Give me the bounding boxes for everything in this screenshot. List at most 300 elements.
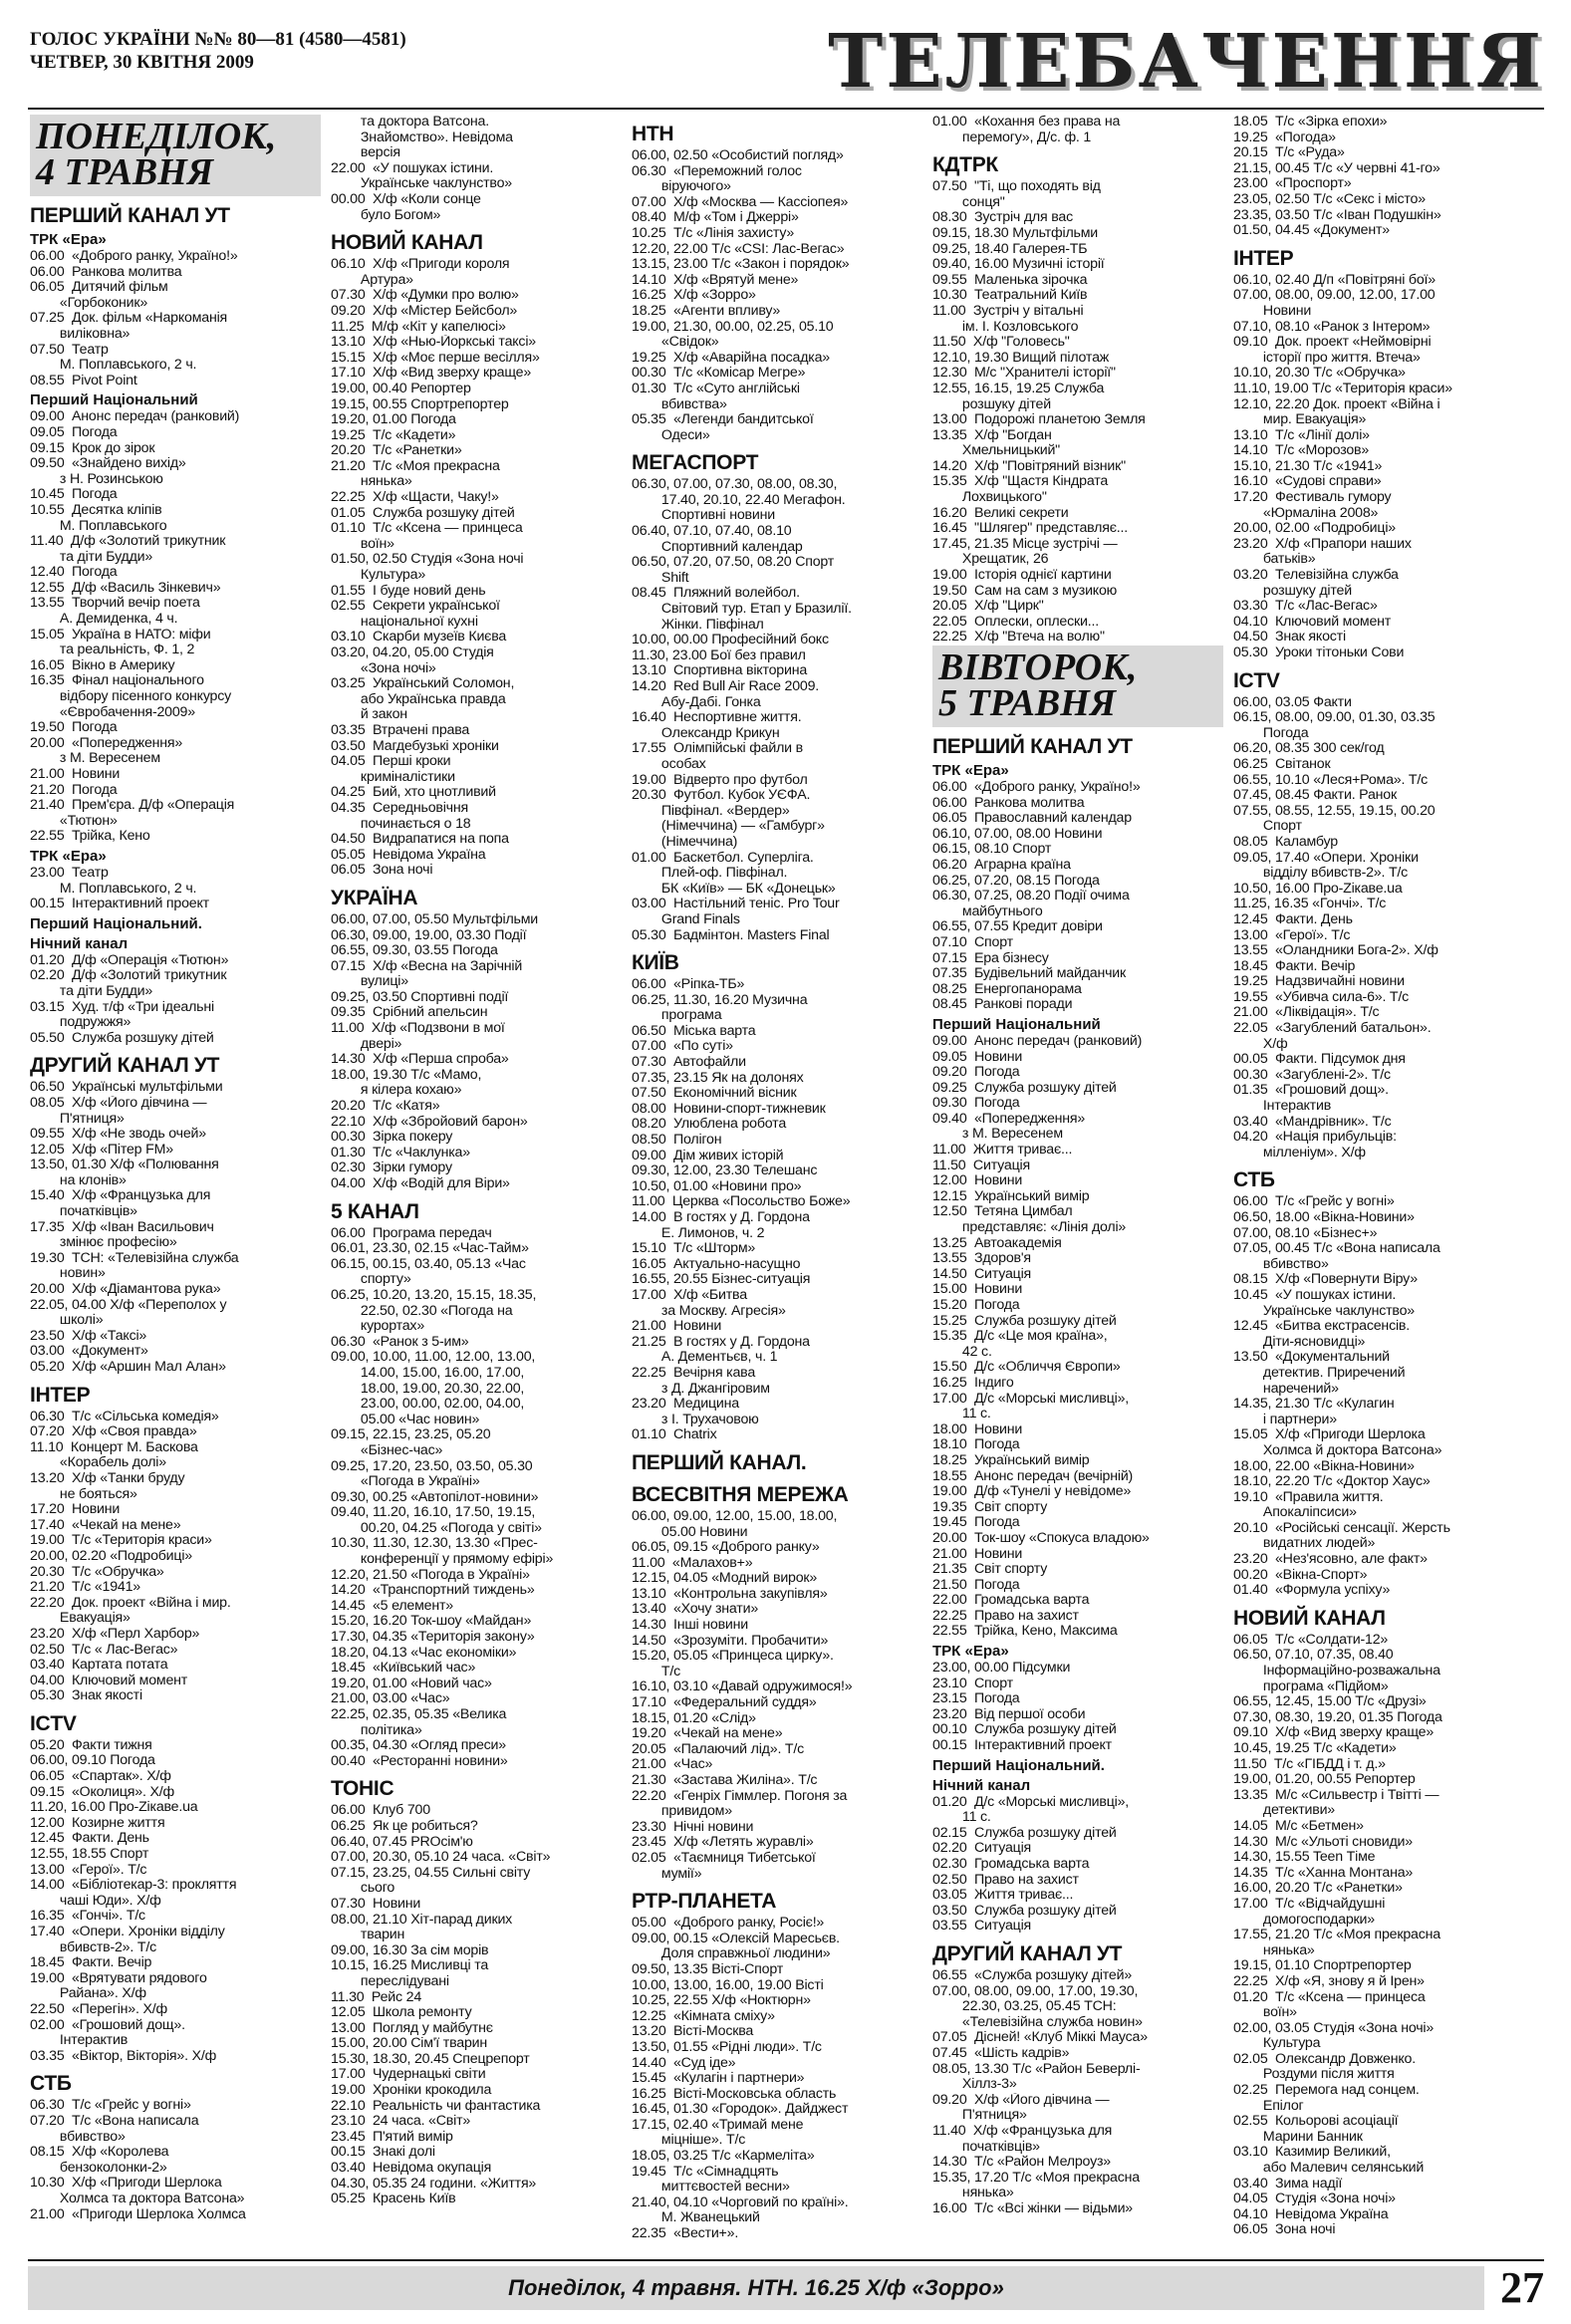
- listing-line: 14.00 «Бібліотекар-3: прокляття: [30, 1878, 237, 1894]
- listing-line: 10.30 Театральний Київ: [932, 288, 1088, 304]
- listing-line: 13.00 Подорожі планетою Земля: [932, 412, 1146, 428]
- listing-line: домогосподарки»: [1233, 1912, 1375, 1928]
- listing-line: Хрещатик, 26: [932, 552, 1049, 568]
- listing-line: 02.20 Д/ф «Золотий трикутник: [30, 968, 227, 984]
- channel-name: СТБ: [30, 2072, 72, 2096]
- listing-line: «Юрмаліна 2008»: [1233, 505, 1379, 521]
- listing-line: 01.20 Т/с «Ксена — принцеса: [1233, 1989, 1426, 2005]
- listing-line: 06.00 «Доброго ранку, Україно!»: [932, 780, 1141, 795]
- listing-line: 19.00, 00.40 Репортер: [331, 381, 471, 396]
- listing-line: 06.55 «Служба розшуку дітей»: [932, 1967, 1133, 1983]
- listing-line: 09.10 Х/ф «Вид зверху краще»: [1233, 1725, 1435, 1741]
- listing-line: 00.30 Зірка покеру: [331, 1130, 453, 1146]
- listing-line: 04.10 Невідома Україна: [1233, 2206, 1389, 2222]
- listing-line: 15.30, 18.30, 20.45 Спецрепорт: [331, 2051, 530, 2067]
- listing-line: 06.50, 18.00 «Вікна-Новини»: [1233, 1210, 1415, 1225]
- listing-line: 07.00, 08.00, 09.00, 12.00, 17.00: [1233, 288, 1436, 304]
- listing-line: Доля справжньої людини»: [632, 1946, 831, 1962]
- channel-name: НТН: [632, 123, 674, 145]
- listing-line: 19.00 Д/ф «Тунелі у невідоме»: [932, 1484, 1132, 1500]
- listing-line: розшуку дітей: [1233, 583, 1352, 599]
- listing-line: 14.20 Х/ф "Повітряний візник": [932, 458, 1126, 474]
- listing-line: 12.15 Український вимір: [932, 1188, 1090, 1204]
- listing-line: криміналістики: [331, 769, 455, 785]
- listing-line: 13.10 Спортивна вікторина: [632, 663, 808, 679]
- listing-line: 17.20 Новини: [30, 1502, 121, 1518]
- listing-line: 17.10 Х/ф «Вид зверху краще»: [331, 366, 532, 382]
- listing-line: 13.10 Т/с «Лінії долі»: [1233, 427, 1370, 443]
- listing-line: 06.50, 07.20, 07.50, 08.20 Спорт: [632, 555, 835, 571]
- listing-line: Культура: [1233, 2036, 1321, 2052]
- listing-line: 02.00, 03.05 Студія «Зона ночі»: [1233, 2020, 1435, 2036]
- listing-line: 03.20 Телевізійна служба: [1233, 568, 1399, 584]
- listing-line: 18.00, 19.30 Т/с «Мамо,: [331, 1067, 482, 1083]
- listing-line: 05.25 Красень Київ: [331, 2192, 456, 2207]
- listing-line: 16.10, 03.10 «Давай одружимося!»: [632, 1679, 853, 1695]
- listing-line: 23.00, 00.00 Підсумки: [932, 1661, 1071, 1677]
- listing-line: миттєвостей весни»: [632, 2180, 790, 2195]
- listing-line: 06.20, 08.35 300 сек/год: [1233, 741, 1385, 757]
- listing-line: 16.10 «Судові справи»: [1233, 474, 1382, 490]
- listing-line: 11.25 М/ф «Кіт у капелюсі»: [331, 319, 506, 335]
- listing-line: Роздуми після життя: [1233, 2067, 1395, 2083]
- listing-line: 04.00 Х/ф «Водій для Віри»: [331, 1176, 510, 1191]
- listing-line: 02.20 Ситуація: [932, 1841, 1032, 1857]
- listing-line: 22.20 «Генріх Гіммлер. Погоня за: [632, 1788, 848, 1804]
- listing-line: «Бізнес-час»: [331, 1442, 443, 1458]
- listing-line: 15.35 Х/ф "Щастя Кіндрата: [932, 474, 1109, 490]
- listing-line: 18.45 Факти. Вечір: [30, 1955, 152, 1971]
- listing-line: 18.00, 22.00 «Вікна-Новини»: [1233, 1458, 1415, 1474]
- listing-line: Діти-ясновидці»: [1233, 1334, 1366, 1350]
- listing-line: 16.05 Вікно в Америку: [30, 657, 175, 673]
- listing-line: 14.40 «Суд іде»: [632, 2055, 736, 2071]
- listing-line: 06.05 Зона ночі: [331, 863, 433, 879]
- listing-line: 06.15, 00.15, 03.40, 05.13 «Час: [331, 1256, 526, 1272]
- listing-line: 03.25 Український Соломон,: [331, 676, 515, 692]
- listing-line: 17.00 Чудернацькі світи: [331, 2067, 486, 2083]
- listing-line: 01.10 Chatrix: [632, 1427, 717, 1443]
- listing-line: Олександр Крикун: [632, 725, 780, 741]
- listing-line: «Горбоконик»: [30, 295, 148, 311]
- listing-line: 20.15 Т/с «Руда»: [1233, 145, 1345, 161]
- day-heading: ПОНЕДІЛОК, 4 ТРАВНЯ: [30, 115, 321, 196]
- listing-line: переслідувані: [331, 1973, 449, 1989]
- page-number: 27: [1500, 2263, 1544, 2312]
- listing-line: 06.40, 07.45 PROсім'ю: [331, 1834, 473, 1850]
- listing-line: Апокаліпсиси»: [1233, 1505, 1357, 1521]
- listing-line: 08.00 Новини-спорт-тижневик: [632, 1101, 826, 1117]
- listing-line: 20.00, 02.20 «Подробиці»: [30, 1548, 192, 1564]
- listing-line: 02.50 Т/с « Лас-Вегас»: [30, 1642, 178, 1658]
- listing-line: 21.30 «Застава Жиліна». Т/с: [632, 1773, 818, 1788]
- listing-line: 04.35 Середньовічня: [331, 800, 468, 816]
- listing-line: 06.10 Х/ф «Пригоди короля: [331, 257, 510, 273]
- listing-line: 16.25 Х/ф «Зорро»: [632, 288, 756, 304]
- listing-line: 19.25 Х/ф «Аварійна посадка»: [632, 350, 830, 366]
- listing-line: 18.15, 01.20 «Слід»: [632, 1710, 756, 1726]
- listing-line: 06.25 Як це робиться?: [331, 1818, 478, 1834]
- listing-line: 23.50 Х/ф «Таксі»: [30, 1328, 147, 1344]
- listing-line: 08.05, 13.30 Т/с «Район Беверлі-: [932, 2061, 1141, 2077]
- listing-line: 23.00 «Проспорт»: [1233, 176, 1352, 192]
- listing-line: 14.30 Х/ф «Перша спроба»: [331, 1052, 509, 1068]
- listing-line: ім. І. Козловського: [932, 319, 1079, 335]
- listing-line: 11.30, 23.00 Бої без правил: [632, 647, 806, 663]
- tv-column-4: [932, 115, 1223, 2256]
- listing-line: 11.40 Д/ф «Золотий трикутник: [30, 534, 226, 550]
- listing-line: привидом»: [632, 1804, 732, 1820]
- listing-line: 17.40 «Чекай на мене»: [30, 1517, 181, 1533]
- listing-line: 19.00 Історія однієї картини: [932, 568, 1112, 584]
- listing-line: 06.55, 09.30, 03.55 Погода: [331, 943, 498, 959]
- listing-line: 14.45 «5 елемент»: [331, 1598, 453, 1614]
- listing-line: не бояться»: [30, 1486, 137, 1502]
- listing-line: бензоколонки-2»: [30, 2160, 167, 2176]
- listing-line: 07.00, 08.00, 09.00, 17.00, 19.30,: [932, 1983, 1139, 1999]
- listing-line: 13.50, 01.30 Х/ф «Полювання: [30, 1158, 219, 1173]
- listing-line: відділу вбивств-2». Т/с: [1233, 866, 1409, 882]
- listing-line: 02.55 Секрети української: [331, 599, 500, 615]
- listing-line: 14.30 М/с «Ульоті сновиди»: [1233, 1834, 1413, 1850]
- channel-subheading: Перший Національний: [30, 391, 198, 409]
- listing-line: 09.00 Анонс передач (ранковий): [30, 409, 240, 425]
- listing-line: 03.20, 04.20, 05.00 Студія: [331, 646, 494, 660]
- listing-line: Культура»: [331, 568, 426, 584]
- listing-line: 21.35 Світ спорту: [932, 1562, 1048, 1578]
- listing-line: Е. Лимонов, ч. 2: [632, 1225, 765, 1241]
- listing-line: 04.25 Бий, хто цнотливий: [331, 785, 496, 801]
- listing-line: 00.40 «Ресторанні новини»: [331, 1753, 508, 1769]
- listing-line: 10.00, 13.00, 16.00, 19.00 Вісті: [632, 1977, 824, 1993]
- listing-line: 16.00 Т/с «Всі жінки — відьми»: [932, 2200, 1133, 2216]
- listing-line: 13.55 «Оландники Бога-2». Х/ф: [1233, 943, 1439, 959]
- listing-line: 09.30, 00.25 «Автопілот-новини»: [331, 1489, 539, 1505]
- listing-line: 00.20, 04.25 «Погода у світі»: [331, 1520, 542, 1536]
- listing-line: 07.00, 08.10 «Бізнес+»: [1233, 1225, 1378, 1241]
- listing-line: 03.35 «Віктор, Вікторія». Х/ф: [30, 2048, 217, 2064]
- listing-line: вбивство»: [1233, 1256, 1329, 1272]
- tv-column-3: [632, 115, 922, 2256]
- listing-line: 23.15 Погода: [932, 1691, 1020, 1707]
- issue-number: ГОЛОС УКРАЇНИ №№ 80—81 (4580—4581): [30, 29, 406, 50]
- listing-line: змінює професію»: [30, 1235, 177, 1251]
- listing-line: 07.10, 08.10 «Ранок з Інтером»: [1233, 319, 1431, 335]
- listing-line: 13.15, 23.00 Т/с «Закон і порядок»: [632, 257, 850, 273]
- channel-name: ІНТЕР: [30, 1383, 91, 1407]
- listing-line: 11.20, 16.00 Про-Zікаве.ua: [30, 1800, 198, 1816]
- listing-line: 03.35 Втрачені права: [331, 722, 470, 738]
- listing-line: 13.25 Автоакадемія: [932, 1235, 1062, 1251]
- listing-line: 08.05 Каламбур: [1233, 834, 1338, 850]
- listing-line: 13.55 Творчий вечір поета: [30, 596, 200, 612]
- listing-line: 21.40, 04.10 «Чорговий по країні».: [632, 2195, 849, 2210]
- listing-line: або Українська правда: [331, 691, 506, 707]
- listing-line: 16.55, 20.55 Бізнес-ситуація: [632, 1272, 811, 1288]
- listing-line: детектив. Приречений: [1233, 1365, 1406, 1381]
- listing-line: 12.45 Факти. День: [1233, 911, 1353, 927]
- listing-line: Абу-Дабі. Гонка: [632, 694, 761, 710]
- listing-line: Плей-оф. Півфінал.: [632, 866, 788, 882]
- channel-name: СТБ: [1233, 1168, 1275, 1192]
- listing-line: 05.05 Невідома Україна: [331, 847, 486, 863]
- tv-column-1: [30, 115, 321, 2256]
- listing-line: вулиці»: [331, 974, 408, 990]
- listing-line: 15.20, 16.20 Ток-шоу «Майдан»: [331, 1614, 532, 1630]
- listing-line: 01.00 Баскетбол. Суперліга.: [632, 850, 814, 866]
- listing-line: 19.45 Т/с «Сімнадцять: [632, 2164, 779, 2180]
- listing-line: 18.05 Т/с «Зірка епохи»: [1233, 115, 1388, 129]
- listing-line: 05.30 Знак якості: [30, 1688, 142, 1704]
- listing-line: 06.25, 11.30, 16.20 Музична: [632, 992, 808, 1008]
- listing-line: 01.55 І буде новий день: [331, 583, 486, 599]
- listing-line: 07.10 Спорт: [932, 934, 1013, 950]
- listing-line: 02.05 Олександр Довженко.: [1233, 2051, 1416, 2067]
- listing-line: 01.30 Т/с «Суто англійські: [632, 381, 800, 396]
- listing-line: 10.10, 20.30 Т/с «Обручка»: [1233, 366, 1406, 382]
- listing-line: «Зона ночі»: [331, 660, 436, 676]
- listing-line: 02.00 «Грошовий дощ».: [30, 2017, 185, 2033]
- listing-line: 18.00, 19.00, 20.30, 22.00,: [331, 1381, 525, 1397]
- listing-line: 04.50 Видрапатися на попа: [331, 832, 509, 848]
- listing-line: 15.15 Х/ф «Моє перше весілля»: [331, 350, 540, 366]
- listing-line: 23.20 Х/ф «Прапори наших: [1233, 536, 1412, 552]
- listing-line: 02.30 Громадська варта: [932, 1857, 1090, 1872]
- footer-banner: [28, 2266, 1484, 2310]
- listing-line: 06.00 «Ріпка-ТБ»: [632, 977, 745, 993]
- bottom-rule: [28, 2259, 1544, 2261]
- listing-line: мумії»: [632, 1866, 702, 1882]
- listing-line: 15.35 Д/с «Це моя країна»,: [932, 1329, 1108, 1345]
- listing-line: 22.25 Х/ф "Втеча на волю": [932, 630, 1105, 646]
- listing-line: представляє: «Лінія долі»: [932, 1220, 1127, 1236]
- listing-line: 21.00 Новини: [632, 1319, 722, 1335]
- listing-line: 18.25 «Агенти впливу»: [632, 303, 781, 319]
- listing-line: 21.20 Т/с «Моя прекрасна: [331, 458, 500, 474]
- listing-line: 11.00 Церква «Посольство Боже»: [632, 1194, 851, 1210]
- listing-line: 19.15, 01.10 Спортрепортер: [1233, 1958, 1412, 1974]
- listing-line: 17.40, 20.10, 22.40 Мегафон.: [632, 492, 846, 508]
- listing-line: 06.01, 23.30, 02.15 «Час-Тайм»: [331, 1241, 529, 1257]
- listing-line: Інтерактив: [1233, 1099, 1332, 1115]
- listing-line: 06.25, 07.20, 08.15 Погода: [932, 873, 1100, 889]
- listing-line: 06.30, 07.25, 08.20 Події очима: [932, 889, 1130, 904]
- day-heading: ВІВТОРОК, 5 ТРАВНЯ: [932, 646, 1223, 727]
- listing-line: політика»: [331, 1722, 422, 1738]
- listing-line: 05.00 «Доброго ранку, Росіє!»: [632, 1916, 825, 1932]
- listing-line: на клонів»: [30, 1172, 127, 1188]
- listing-line: 19.25 «Погода»: [1233, 129, 1336, 145]
- listing-line: 06.05, 09.15 «Доброго ранку»: [632, 1540, 820, 1556]
- listing-line: 06.50 Міська варта: [632, 1023, 756, 1039]
- listing-line: 16.35 «Гончі». Т/с: [30, 1909, 145, 1925]
- listing-line: Знайомство». Невідома: [331, 129, 513, 145]
- issue-date: ЧЕТВЕР, 30 КВІТНЯ 2009: [30, 52, 254, 73]
- listing-line: відбору пісенного конкурсу: [30, 689, 232, 705]
- listing-line: 22.05 Оплески, оплески...: [932, 614, 1099, 630]
- listing-line: 15.35, 17.20 Т/с «Моя прекрасна: [932, 2170, 1140, 2186]
- listing-line: 03.40 Невідома окупація: [331, 2161, 492, 2177]
- listing-line: 07.50 Театр: [30, 342, 109, 358]
- listing-line: 08.15 Х/ф «Повернути Віру»: [1233, 1272, 1418, 1288]
- listing-line: 14.35 Т/с «Ханна Монтана»: [1233, 1865, 1414, 1881]
- listing-line: наречений»: [1233, 1381, 1339, 1397]
- listing-line: 10.45 Погода: [30, 487, 118, 503]
- listing-line: 13.20 Х/ф «Танки бруду: [30, 1470, 185, 1486]
- listing-line: 06.10, 07.00, 08.00 Новини: [932, 826, 1103, 842]
- listing-line: 22.55 Трійка, Кено, Максима: [932, 1624, 1118, 1640]
- listing-line: 23.00, 00.00, 02.00, 04.00,: [331, 1397, 525, 1413]
- listing-line: Світовий тур. Етап у Бразилії.: [632, 602, 852, 618]
- listing-line: 05.30 Бадмінтон. Masters Final: [632, 927, 830, 943]
- listing-line: 03.05 Життя триває...: [932, 1888, 1074, 1904]
- channel-subheading: Перший Національний.: [932, 1756, 1105, 1774]
- listing-line: початківців»: [30, 1204, 137, 1220]
- listing-line: 21.00, 03.00 «Час»: [331, 1691, 450, 1707]
- listing-line: 12.20, 22.00 Т/с «CSI: Лас-Вегас»: [632, 241, 845, 257]
- channel-subheading: Перший Національний: [932, 1015, 1101, 1033]
- listing-line: 04.10 Ключовий момент: [1233, 614, 1392, 630]
- listing-line: 19.30 ТСН: «Телевізійна служба: [30, 1250, 239, 1266]
- channel-name: КДТРК: [932, 153, 998, 177]
- listing-line: М. Поплавського: [30, 518, 167, 534]
- listing-line: 13.00 «Герої». Т/с: [30, 1862, 147, 1878]
- channel-subheading: ТРК «Ера»: [30, 847, 107, 865]
- listing-line: 09.05 Погода: [30, 424, 118, 440]
- listing-line: версія: [331, 145, 400, 161]
- listing-line: 08.45 Пляжний волейбол.: [632, 586, 800, 602]
- listing-line: 12.05 Школа ремонту: [331, 2005, 472, 2021]
- listing-line: 16.20 Великі секрети: [932, 505, 1069, 521]
- listing-line: 13.35 М/с «Сильвестр і Твітті —: [1233, 1787, 1440, 1803]
- listing-line: 11.50 Ситуація: [932, 1158, 1030, 1173]
- listing-line: 19.00 Хроніки крокодила: [331, 2083, 492, 2099]
- listing-line: 15.45 «Кулагін і партнери»: [632, 2071, 805, 2087]
- listing-line: 02.30 Зірки гумору: [331, 1161, 452, 1176]
- listing-line: розшуку дітей: [932, 396, 1051, 412]
- listing-line: 23.35, 03.50 Т/с «Іван Подушкін»: [1233, 207, 1441, 223]
- listing-line: 15.00, 20.00 Сім'ї тварин: [331, 2036, 487, 2052]
- channel-name: ДРУГИЙ КАНАЛ УТ: [30, 1054, 220, 1078]
- listing-line: 09.35 Срібний апельсин: [331, 1005, 488, 1021]
- listing-line: 00.15 Інтерактивний проект: [30, 897, 209, 912]
- listing-line: 12.55, 16.15, 19.25 Служба: [932, 381, 1105, 396]
- channel-subheading: Перший Національний.: [30, 914, 202, 932]
- channel-name: МЕГАСПОРТ: [632, 451, 759, 475]
- listing-line: 09.25, 03.50 Спортивні події: [331, 989, 509, 1005]
- listing-line: курортах»: [331, 1319, 425, 1335]
- listing-line: 08.20 Улюблена робота: [632, 1117, 787, 1133]
- listing-line: 16.05 Актуально-насущно: [632, 1256, 801, 1272]
- listing-line: 10.25, 22.55 Х/ф «Ноктюрн»: [632, 1993, 811, 2009]
- listing-line: було Богом»: [331, 207, 441, 223]
- listing-line: 21.50 Погода: [932, 1577, 1020, 1593]
- listing-line: та реальність, Ф. 1, 2: [30, 643, 195, 658]
- top-rule: [28, 108, 1544, 110]
- listing-line: 08.25 Енергопанорама: [932, 981, 1082, 997]
- listing-line: вбивств-2». Т/с: [30, 1939, 156, 1955]
- listing-line: Інтерактив: [30, 2033, 129, 2049]
- listing-line: 09.20 Х/ф «Його дівчина —: [932, 2092, 1110, 2108]
- listing-line: новин»: [30, 1266, 106, 1282]
- listing-line: я кілера кохаю»: [331, 1083, 462, 1099]
- listing-line: 17.10 «Федеральний суддя»: [632, 1695, 817, 1711]
- listing-line: 14.50 «Зрозуміти. Пробачити»: [632, 1633, 829, 1649]
- channel-name: ТОНІС: [331, 1777, 394, 1801]
- listing-line: 10.25 Т/с «Лінія захисту»: [632, 225, 795, 241]
- listing-line: 21.00 «Час»: [632, 1757, 713, 1773]
- listing-line: 03.00 «Документ»: [30, 1344, 148, 1360]
- listing-line: 12.10, 22.20 Док. проект «Війна і: [1233, 396, 1440, 412]
- listing-line: 11.10 Концерт М. Баскова: [30, 1439, 198, 1455]
- listing-line: 19.20, 01.00 «Новий час»: [331, 1676, 492, 1691]
- listing-line: 13.35 Х/ф "Богдан: [932, 427, 1052, 443]
- listing-line: 07.25 Док. фільм «Наркоманія: [30, 311, 228, 327]
- listing-line: 02.15 Служба розшуку дітей: [932, 1825, 1117, 1841]
- listing-line: Хіллз-3»: [932, 2077, 1017, 2093]
- listing-line: 06.30 Т/с «Грейс у вогні»: [30, 2098, 191, 2114]
- listing-line: 07.30 Новини: [331, 1896, 421, 1912]
- listing-line: 07.00 «По суті»: [632, 1039, 733, 1055]
- listing-line: 18.10 Погода: [932, 1437, 1020, 1453]
- listing-line: 17.00 Т/с «Відчайдушні: [1233, 1896, 1386, 1912]
- listing-line: 06.05 Православний календар: [932, 811, 1132, 827]
- listing-line: 19.35 Світ спорту: [932, 1499, 1048, 1515]
- listing-line: 23.20 Медицина: [632, 1397, 739, 1413]
- listing-line: воїн»: [1233, 2005, 1297, 2021]
- listing-line: 03.10 Казимир Великий,: [1233, 2145, 1391, 2161]
- listing-line: майбутнього: [932, 904, 1043, 919]
- listing-line: 00.10 Служба розшуку дітей: [932, 1722, 1117, 1738]
- listing-line: з І. Трухачовою: [632, 1412, 759, 1427]
- listing-line: 11.00 Життя триває...: [932, 1143, 1073, 1159]
- listing-line: 17.20 Фестиваль гумору: [1233, 490, 1392, 506]
- listing-line: 23.10 24 часа. «Світ»: [331, 2114, 471, 2130]
- listing-line: 19.55 «Убивча сила-6». Т/с: [1233, 989, 1410, 1005]
- listing-line: 07.30 Х/ф «Думки про волю»: [331, 288, 519, 304]
- listing-line: 22.00 «У пошуках істини.: [331, 160, 494, 176]
- listing-line: 03.00 Настільний теніс. Pro Tour: [632, 897, 840, 912]
- listing-line: 08.05 Х/ф «Його дівчина —: [30, 1095, 207, 1111]
- listing-line: (Німеччина) — «Гамбург»: [632, 819, 825, 835]
- listing-line: історії про життя. Втеча»: [1233, 350, 1421, 366]
- listing-line: 17.45, 21.35 Місце зустрічі —: [932, 536, 1118, 552]
- listing-line: 02.05 «Таємниця Тибетської: [632, 1850, 816, 1866]
- listing-line: 06.00, 09.00, 12.00, 15.00, 18.00,: [632, 1508, 838, 1524]
- listing-line: 07.55, 08.55, 12.55, 19.15, 00.20: [1233, 803, 1436, 819]
- listing-line: 07.35 Будівельний майданчик: [932, 966, 1127, 982]
- listing-line: М. Жванецький: [632, 2210, 760, 2226]
- listing-line: перемогу», Д/с. ф. 1: [932, 129, 1092, 145]
- listing-line: 11.00 Х/ф «Подзвони в мої: [331, 1021, 505, 1037]
- listing-line: міцніше». Т/с: [632, 2133, 746, 2149]
- listing-line: 13.10 Х/ф «Нью-Йоркські таксі»: [331, 335, 536, 351]
- listing-line: 10.45 «У пошуках істини.: [1233, 1287, 1397, 1303]
- listing-line: 04.20 «Нація прибульців:: [1233, 1130, 1397, 1146]
- listing-line: 11.50 Т/с «ГІБДД і т. д.»: [1233, 1756, 1386, 1772]
- channel-name: РТР-ПЛАНЕТА: [632, 1890, 777, 1914]
- listing-line: 10.55 Десятка кліпів: [30, 502, 162, 518]
- listing-line: 07.50 Економічний вісник: [632, 1086, 797, 1102]
- listing-line: або Малевич селянський: [1233, 2161, 1425, 2177]
- channel-name: КИЇВ: [632, 951, 679, 975]
- listing-line: 16.25 Вісті-Московська область: [632, 2086, 837, 2102]
- listing-line: 12.55 Д/ф «Василь Зінкевич»: [30, 580, 221, 596]
- listing-line: 09.00, 16.30 За сім морів: [331, 1942, 489, 1958]
- channel-subheading: ТРК «Ера»: [932, 1643, 1009, 1661]
- listing-line: 21.25 В гостях у Д. Гордона: [632, 1334, 810, 1350]
- listing-line: 08.40 М/ф «Том і Джеррі»: [632, 210, 799, 226]
